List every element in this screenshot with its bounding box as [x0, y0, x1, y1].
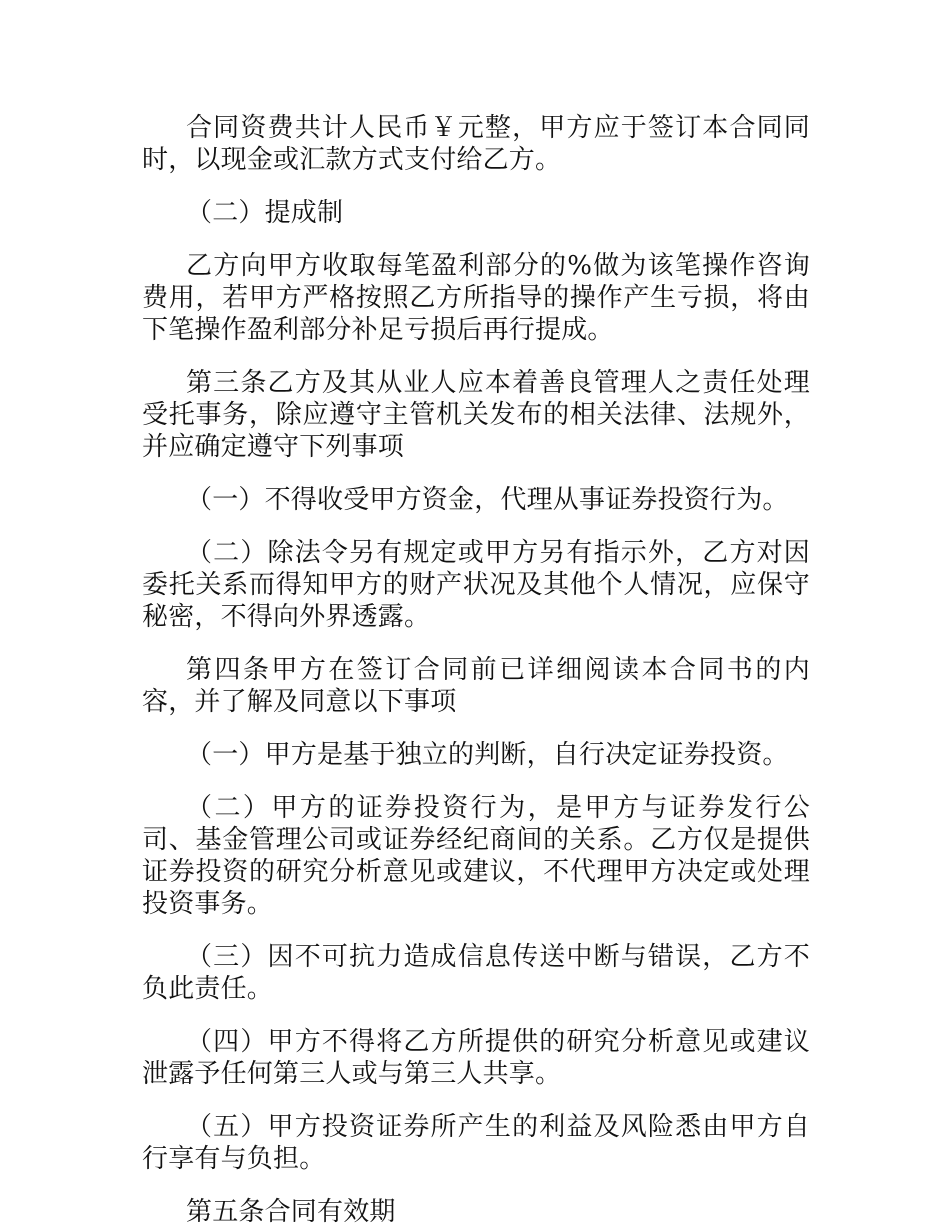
paragraph-fee-total: 合同资费共计人民币￥元整，甲方应于签订本合同同时，以现金或汇款方式支付给乙方。 [142, 113, 810, 175]
paragraph-article-four-item-five: （五）甲方投资证券所产生的利益及风险悉由甲方自行享有与负担。 [142, 1112, 810, 1174]
paragraph-article-five-heading: 第五条合同有效期 [186, 1197, 396, 1227]
paragraph-article-three-item-one: （一）不得收受甲方资金，代理从事证券投资行为。 [186, 485, 789, 515]
document-body [142, 112, 810, 1228]
paragraph-article-four-item-two: （二）甲方的证券投资行为，是甲方与证券发行公司、基金管理公司或证券经纪商间的关系。乙方仅是提供证券投资的研究分析意见或建议，不代理甲方决定或处理投资事务。 [142, 793, 810, 919]
paragraph-article-four-item-one: （一）甲方是基于独立的判断，自行决定证券投资。 [186, 740, 789, 770]
paragraph-commission-terms: 乙方向甲方收取每笔盈利部分的%做为该笔操作咨询费用，若甲方严格按照乙方所指导的操作产生亏损，将由下笔操作盈利部分补足亏损后再行提成。 [142, 251, 810, 345]
paragraph-article-four: 第四条甲方在签订合同前已详细阅读本合同书的内容，并了解及同意以下事项 [142, 655, 810, 717]
paragraph-article-three: 第三条乙方及其从业人应本着善良管理人之责任处理受托事务，除应遵守主管机关发布的相关法律、法规外，并应确定遵守下列事项 [142, 368, 810, 462]
paragraph-commission-heading: （二）提成制 [186, 198, 344, 228]
paragraph-article-four-item-four: （四）甲方不得将乙方所提供的研究分析意见或建议泄露予任何第三人或与第三人共享。 [142, 1027, 810, 1089]
paragraph-article-three-item-two: （二）除法令另有规定或甲方另有指示外，乙方对因委托关系而得知甲方的财产状况及其他个人情况，应保守秘密，不得向外界透露。 [142, 538, 810, 632]
paragraph-article-four-item-three: （三）因不可抗力造成信息传送中断与错误，乙方不负此责任。 [142, 942, 810, 1004]
